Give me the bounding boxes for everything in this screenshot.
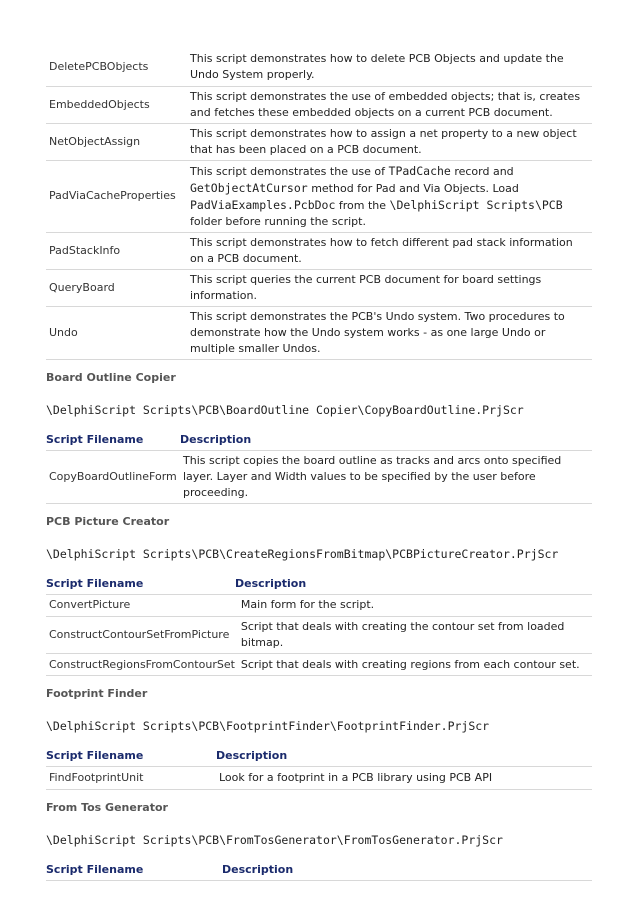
table-row [46,232,592,269]
table-row [46,767,592,789]
column-header-description: Description [216,749,288,762]
code-filename: PadViaExamples.PcbDoc [190,197,336,212]
table-row [46,269,592,306]
project-path: \DelphiScript Scripts\PCB\FromTosGenerator\FromTosGenerator.PrjScr [46,832,503,847]
column-header-filename: Script Filename [46,432,144,446]
table-row [46,86,592,123]
section-heading: Board Outline Copier [46,370,176,384]
script-filename: PadViaCacheProperties [46,160,187,232]
section-heading: Footprint Finder [46,687,148,700]
scripts-table-footprint-finder [46,767,592,790]
column-header-filename: Script Filename [46,749,144,762]
script-filename: FindFootprintUnit [46,767,216,789]
table-row [46,617,592,654]
script-description: This script copies the board outline as tracks and arcs onto specified layer. Layer and Width values to be specified by the user before proceeding. [180,451,592,504]
column-header-description: Description [180,432,252,446]
script-description: This script demonstrates how to assign a net property to a new object that has been placed on a PCB document. [187,123,592,160]
table-header [46,862,592,881]
script-description: This script demonstrates the use of TPadCache record and GetObjectAtCursor method for Pad and Via Objects. Load PadViaExamples.PcbDoc from the \DelphiScript Scripts\PCB folder before running the script. [187,160,592,232]
column-header-description: Description [235,576,307,590]
scripts-table-pcb [46,48,592,360]
script-description: Look for a footprint in a PCB library using PCB API [216,767,592,789]
table-row [46,306,592,359]
column-header-description: Description [222,862,294,876]
section-heading: PCB Picture Creator [46,514,170,528]
table-row [46,451,592,504]
script-filename: EmbeddedObjects [46,86,187,123]
table-row [46,123,592,160]
table-row [46,48,592,86]
script-filename: Undo [46,306,187,359]
table-row [46,160,592,232]
script-filename: NetObjectAssign [46,123,187,160]
script-description: This script demonstrates the PCB's Undo system. Two procedures to demonstrate how the Undo system works - as one large Undo or multiple smaller Undos. [187,306,592,359]
project-path: \DelphiScript Scripts\PCB\BoardOutline Copier\CopyBoardOutline.PrjScr [46,402,524,417]
scripts-table-pcb-picture [46,595,592,677]
table-row [46,595,592,617]
document-page [46,48,592,881]
code-getobjectatcursor: GetObjectAtCursor [190,180,308,195]
code-tpadcache: TPadCache [388,163,451,178]
script-description: This script demonstrates how to delete PCB Objects and update the Undo System properly. [187,48,592,86]
script-filename: QueryBoard [46,269,187,306]
table-header [46,432,592,451]
column-header-filename: Script Filename [46,576,144,590]
script-filename: ConstructContourSetFromPicture [46,617,238,654]
section-heading: From Tos Generator [46,800,168,814]
script-description: Script that deals with creating the contour set from loaded bitmap. [238,617,592,654]
table-header [46,748,592,767]
script-filename: DeletePCBObjects [46,48,187,86]
code-folder-path: \DelphiScript Scripts\PCB [389,197,563,212]
script-description: This script queries the current PCB document for board settings information. [187,269,592,306]
project-path: \DelphiScript Scripts\PCB\FootprintFinder\FootprintFinder.PrjScr [46,719,490,733]
table-header [46,576,592,595]
scripts-table-board-outline [46,451,592,504]
script-filename: PadStackInfo [46,232,187,269]
project-path: \DelphiScript Scripts\PCB\CreateRegionsFromBitmap\PCBPictureCreator.PrjScr [46,546,559,561]
script-description: Script that deals with creating regions from each contour set. [238,654,592,676]
column-header-filename: Script Filename [46,862,144,876]
script-filename: CopyBoardOutlineForm [46,451,180,504]
table-row [46,654,592,676]
script-description: Main form for the script. [238,595,592,617]
script-description: This script demonstrates how to fetch different pad stack information on a PCB document. [187,232,592,269]
script-filename: ConvertPicture [46,595,238,617]
script-filename: ConstructRegionsFromContourSet [46,654,238,676]
script-description: This script demonstrates the use of embedded objects; that is, creates and fetches these embedded objects on a current PCB document. [187,86,592,123]
